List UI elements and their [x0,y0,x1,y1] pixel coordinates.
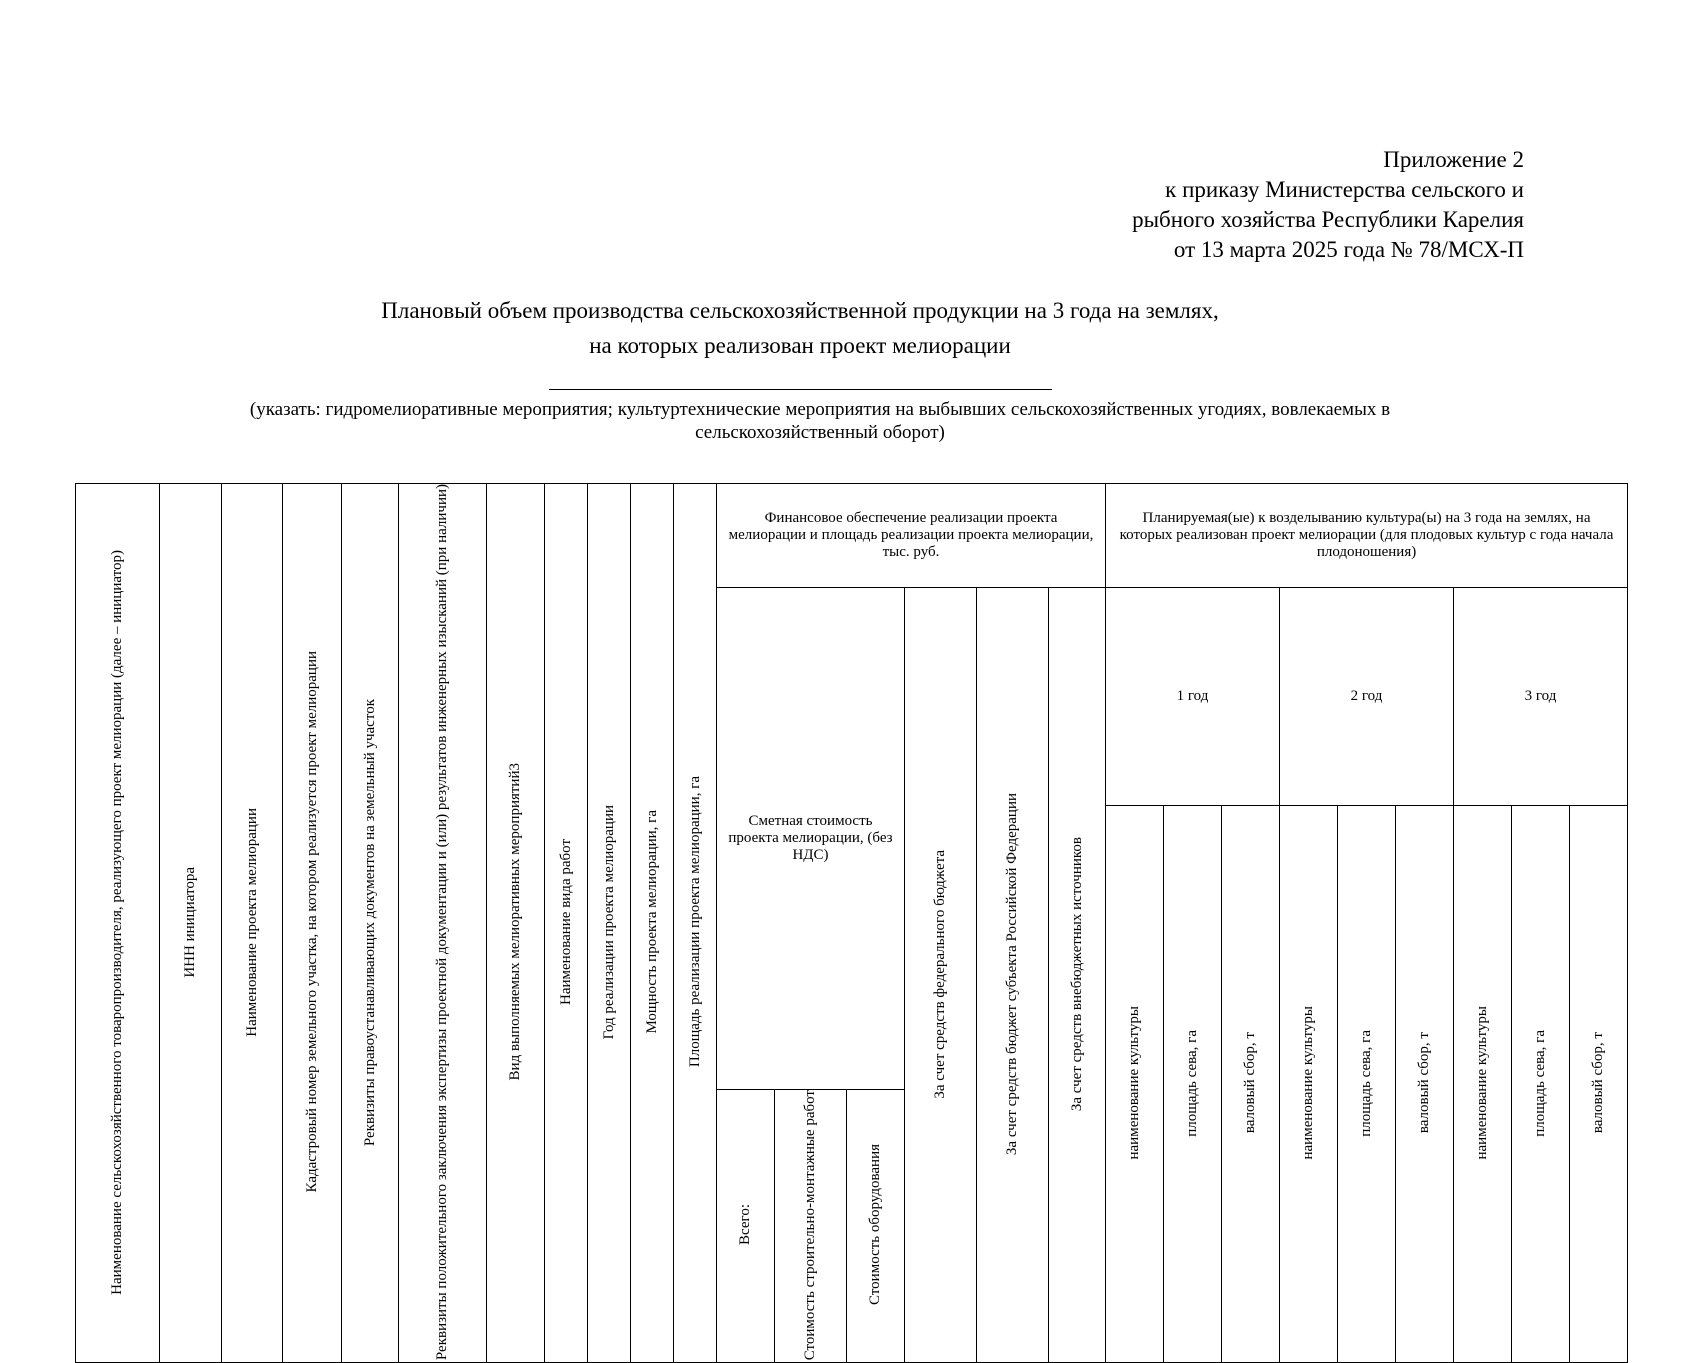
finance-header: Финансовое обеспечение реализации проекта мелиорации и площадь реализации проекта мелиорации, тыс. руб. [717,484,1106,588]
estimate-header: Сметная стоимость проекта мелиорации, (без НДС) [717,588,905,1090]
fill-in-line [549,389,1052,390]
col-inn: ИНН инициатора [160,484,222,1363]
col-producer: Наименование сельскохозяйственного товаропроизводителя, реализующего проект мелиорации (далее – инициатор) [76,484,160,1363]
year-1-area: площадь сева, га [1164,805,1222,1362]
document-title [250,293,1350,363]
col-cadastral-number: Кадастровый номер земельного участка, на котором реализуется проект мелиорации [283,484,342,1363]
col-federal-budget: За счет средств федерального бюджета [905,588,977,1363]
crops-header: Планируемая(ые) к возделыванию культура(ы) на 3 года на землях, на которых реализован проект мелиорации (для плодовых культур с года начала плодоношения) [1106,484,1628,588]
year-1-crop: наименование культуры [1106,805,1164,1362]
instruction-line-2: сельскохозяйственный оборот) [695,422,945,443]
year-2-yield: валовый сбор, т [1396,805,1454,1362]
instruction-line-1: (указать: гидромелиоративные мероприятия; культуртехнические мероприятия на выбывших сельскохозяйственных угодиях, вовлекаемых в [249,399,1391,420]
estimate-total: Всего: [717,1089,775,1362]
year-2-crop: наименование культуры [1280,805,1338,1362]
year-3-yield: валовый сбор, т [1570,805,1628,1362]
year-2-area: площадь сева, га [1338,805,1396,1362]
estimate-equipment: Стоимость оборудования [847,1089,905,1362]
col-project-name: Наименование проекта мелиорации [222,484,283,1363]
col-expertise: Реквизиты положительного заключения экспертизы проектной документации и (или) результатов инженерных изысканий (при наличии) [399,484,487,1363]
order-date: от 13 марта 2025 года № 78/МСХ-П [1173,237,1524,262]
estimate-construction: Стоимость строительно-монтажные работ [775,1089,847,1362]
year-1-header: 1 год [1106,588,1280,806]
col-year: Год реализации проекта мелиорации [588,484,631,1363]
col-activity-type: Вид выполняемых мелиоративных мероприятий3 [487,484,545,1363]
appendix-header [1132,145,1524,265]
year-1-yield: валовый сбор, т [1222,805,1280,1362]
year-3-area: площадь сева, га [1512,805,1570,1362]
title-line-1: Плановый объем производства сельскохозяйственной продукции на 3 года на землях, [381,298,1219,323]
order-reference: к приказу Министерства сельского и [1165,177,1524,202]
col-extrabudget: За счет средств внебюджетных источников [1049,588,1106,1363]
col-work-type: Наименование вида работ [545,484,588,1363]
col-capacity: Мощность проекта мелиорации, га [631,484,674,1363]
col-regional-budget: За счет средств бюджет субъекта Российской Федерации [977,588,1049,1363]
production-plan-table [75,483,1628,1363]
col-area: Площадь реализации проекта мелиорации, га [674,484,717,1363]
appendix-number: Приложение 2 [1383,147,1524,172]
ministry-name: рыбного хозяйства Республики Карелия [1132,207,1524,232]
year-2-header: 2 год [1280,588,1454,806]
title-line-2: на которых реализован проект мелиорации [589,333,1011,358]
instruction-note [140,398,1500,444]
year-3-header: 3 год [1454,588,1628,806]
col-title-documents: Реквизиты правоустанавливающих документов на земельный участок [342,484,399,1363]
year-3-crop: наименование культуры [1454,805,1512,1362]
